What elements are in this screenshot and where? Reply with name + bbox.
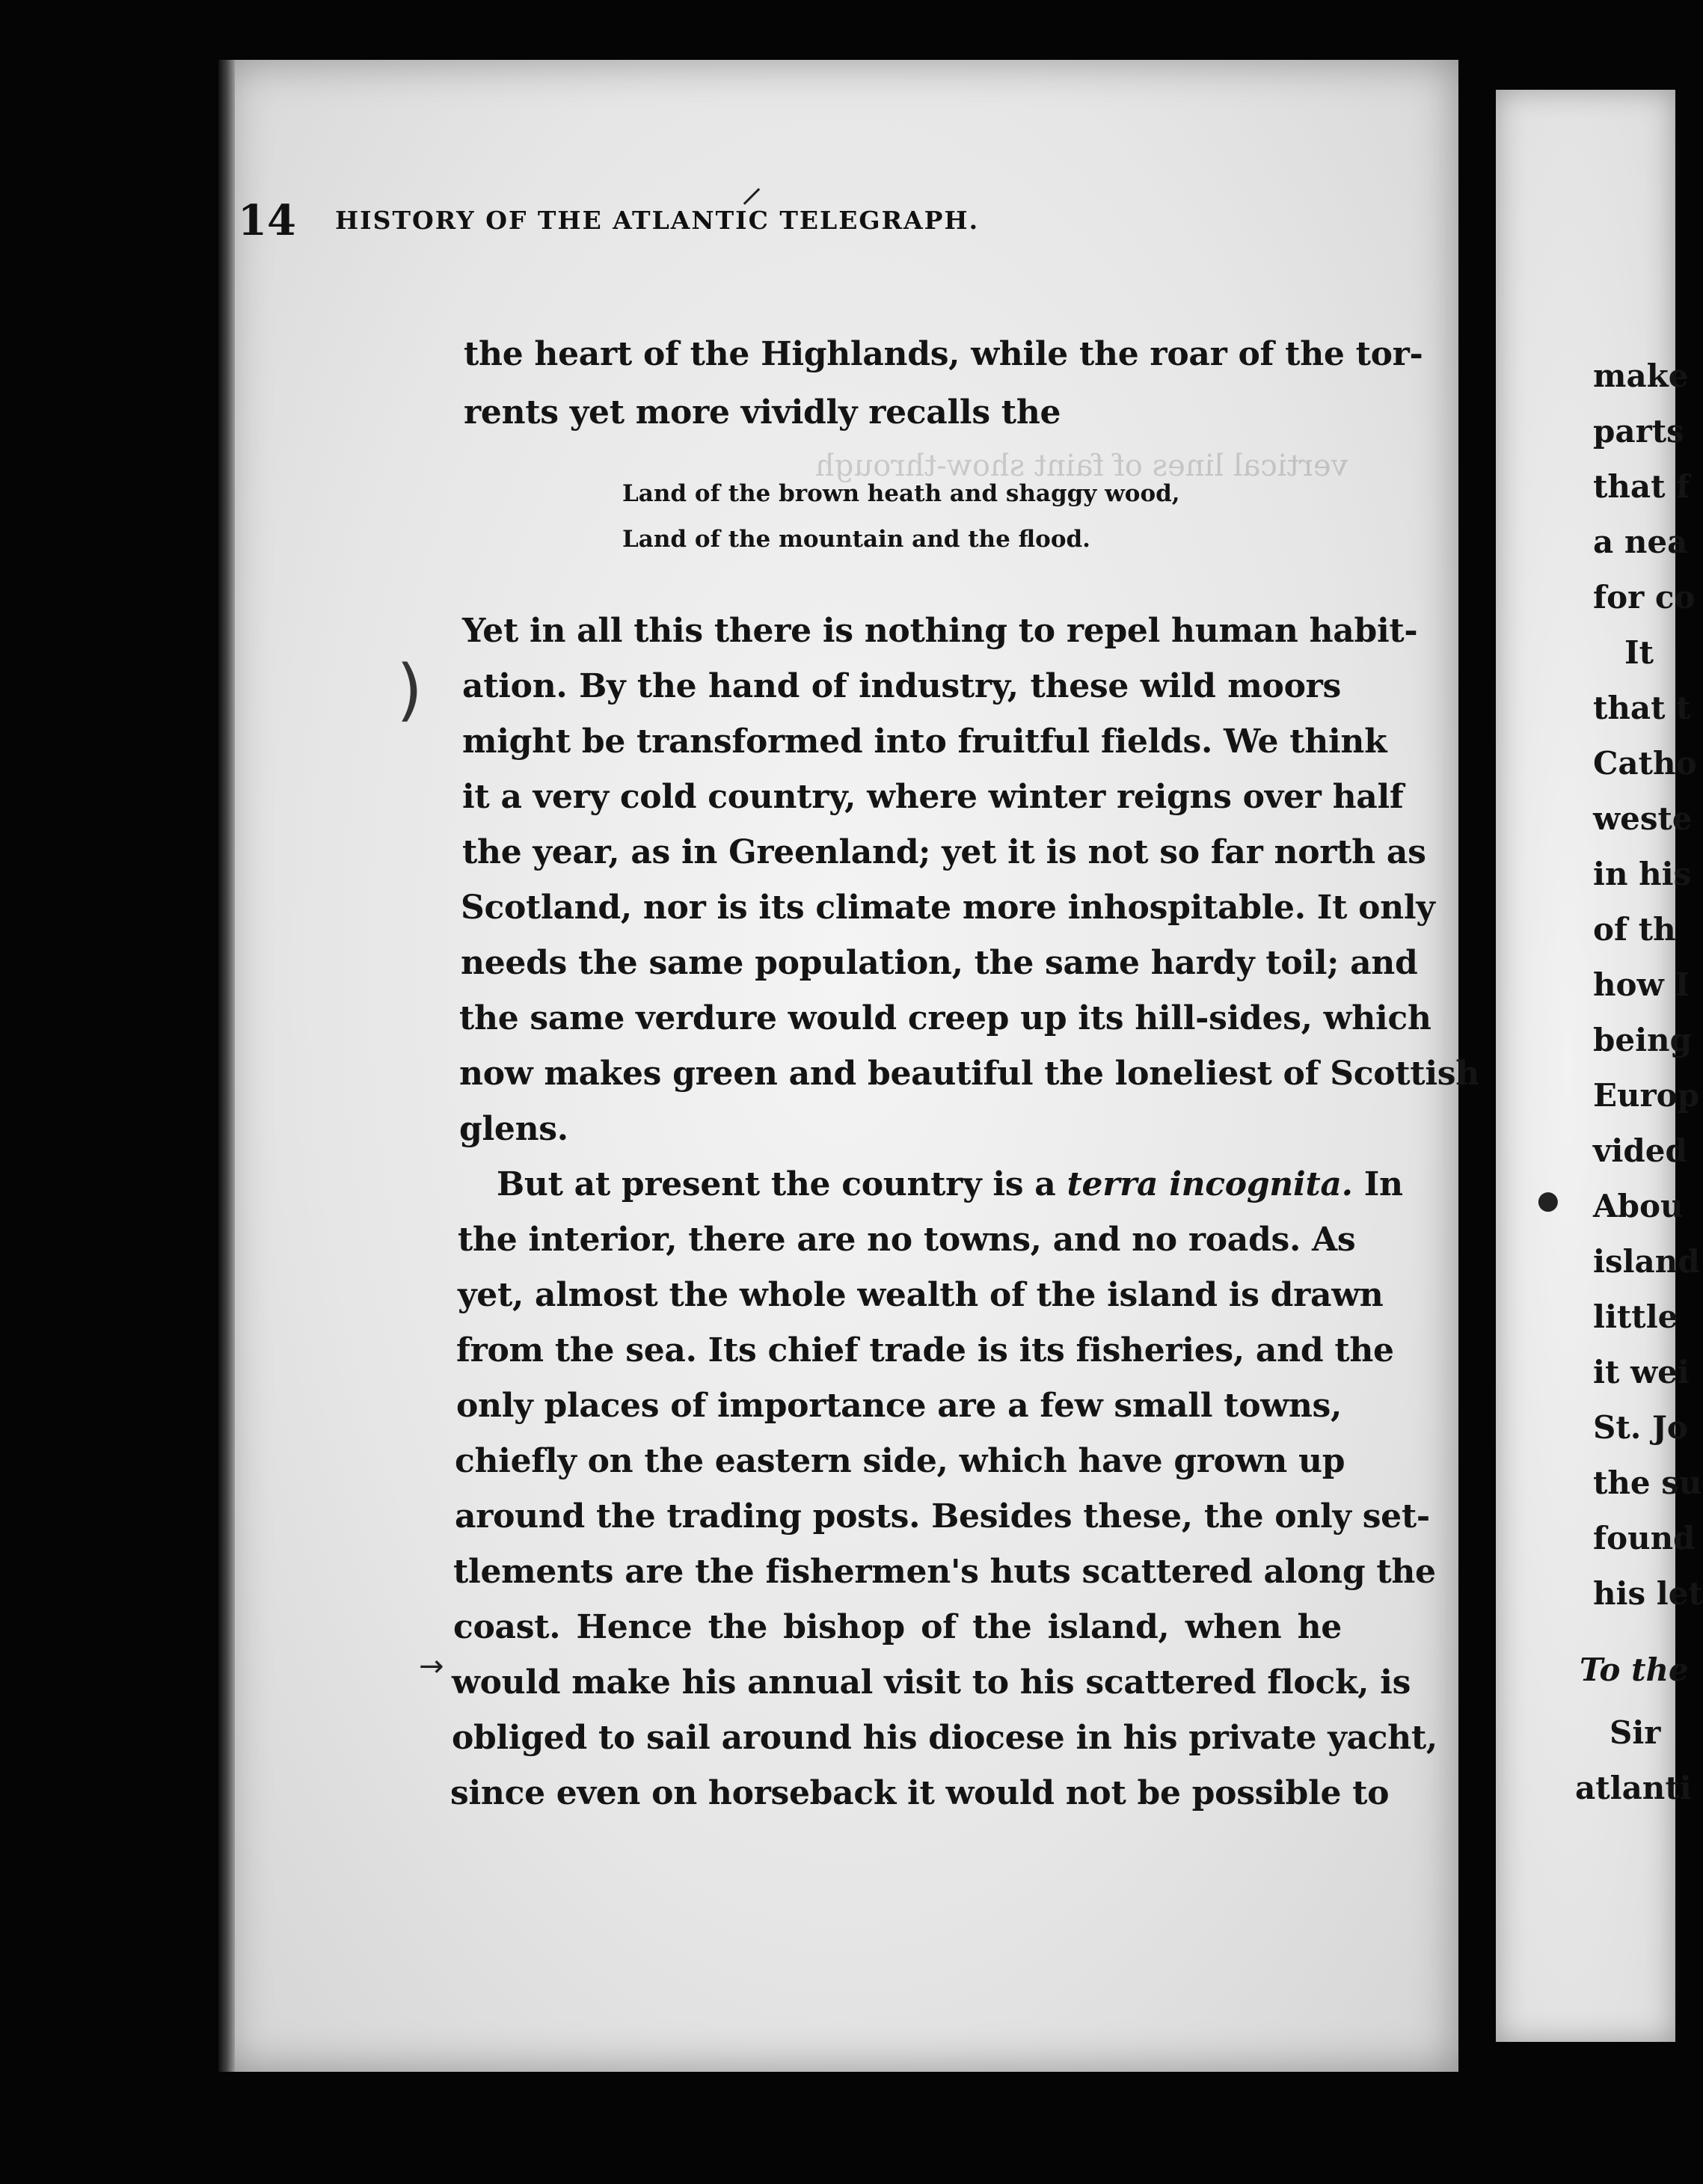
facing-line: atlanti xyxy=(1575,1770,1692,1806)
quote-line: Land of the brown heath and shaggy wood, xyxy=(622,480,1180,507)
text-line: the same verdure would creep up its hill-sides, which xyxy=(459,999,1432,1037)
facing-line: that f xyxy=(1593,468,1690,505)
text-line: coast. Hence the bishop of the island, when he xyxy=(453,1608,1342,1646)
text-line: Yet in all this there is nothing to repel human habit- xyxy=(462,612,1418,650)
text-line: chiefly on the eastern side, which have grown up xyxy=(455,1442,1345,1480)
page-number: 14 xyxy=(238,196,296,245)
text-line: the interior, there are no towns, and no roads. As xyxy=(458,1221,1356,1259)
text-line: around the trading posts. Besides these, the only set- xyxy=(455,1497,1430,1536)
text-line: needs the same population, the same hardy toil; and xyxy=(461,944,1418,982)
text-line: yet, almost the whole wealth of the island is drawn xyxy=(458,1276,1384,1314)
facing-line: parts xyxy=(1593,413,1684,450)
text-line: it a very cold country, where winter reigns over half xyxy=(462,778,1404,816)
facing-line: how I xyxy=(1593,966,1690,1003)
facing-line: being xyxy=(1593,1022,1692,1058)
facing-line: vided xyxy=(1593,1132,1687,1169)
margin-bracket-mark: ) xyxy=(396,651,423,729)
facing-line: Europ xyxy=(1593,1077,1700,1114)
facing-line: St. Jo xyxy=(1593,1409,1688,1446)
facing-line: Abou xyxy=(1593,1188,1684,1224)
text-segment: In xyxy=(1352,1165,1403,1203)
facing-line: the su xyxy=(1593,1464,1702,1501)
text-line: the year, as in Greenland; yet it is not so far north as xyxy=(462,833,1426,871)
text-line: would make his annual visit to his scattered flock, is xyxy=(452,1663,1411,1702)
facing-line: found xyxy=(1593,1520,1696,1556)
facing-line: it wei xyxy=(1593,1354,1690,1390)
text-line: ation. By the hand of industry, these wild moors xyxy=(462,667,1341,705)
text-segment: But at present the country is a xyxy=(497,1165,1067,1203)
italic-phrase: terra incognita. xyxy=(1067,1165,1353,1203)
margin-dot-mark: ● xyxy=(1537,1185,1559,1215)
facing-line: a nea xyxy=(1593,524,1688,560)
text-line: rents yet more vividly recalls the xyxy=(464,393,1061,432)
text-line: from the sea. Its chief trade is its fisheries, and the xyxy=(456,1331,1394,1369)
text-line: obliged to sail around his diocese in his private yacht, xyxy=(452,1719,1437,1757)
text-line: tlements are the fishermen's huts scattered along the xyxy=(453,1553,1436,1591)
text-line: the heart of the Highlands, while the roar of the tor- xyxy=(464,335,1423,373)
facing-line: weste xyxy=(1593,800,1693,837)
quote-line: Land of the mountain and the flood. xyxy=(622,526,1090,553)
text-line: since even on horseback it would not be possible to xyxy=(450,1774,1390,1812)
margin-arrow-mark: → xyxy=(419,1649,444,1684)
facing-line: Catho xyxy=(1593,745,1697,782)
text-line: only places of importance are a few small towns, xyxy=(456,1387,1342,1425)
facing-line: To the xyxy=(1580,1651,1689,1688)
facing-line: It xyxy=(1624,634,1654,671)
facing-line: make xyxy=(1593,358,1689,394)
pencil-mark: ⸝ xyxy=(740,160,763,212)
facing-line: of th xyxy=(1593,911,1676,948)
text-line: now makes green and beautiful the loneliest of Scottish xyxy=(459,1055,1479,1093)
text-line: might be transformed into fruitful fields. We think xyxy=(462,723,1387,761)
facing-line: in his xyxy=(1593,856,1692,892)
facing-line: his let xyxy=(1593,1575,1703,1612)
facing-line: for co xyxy=(1593,579,1696,616)
text-line: glens. xyxy=(459,1110,568,1148)
show-through-text: vertical lines of faint show-through xyxy=(815,449,1348,483)
facing-line: that t xyxy=(1593,690,1691,726)
facing-line: island xyxy=(1593,1243,1700,1280)
facing-line: little xyxy=(1593,1298,1678,1335)
running-title: HISTORY OF THE ATLANTIC TELEGRAPH. xyxy=(335,206,980,235)
text-line xyxy=(497,1165,1403,1203)
facing-line: Sir xyxy=(1610,1714,1661,1751)
text-line: Scotland, nor is its climate more inhospitable. It only xyxy=(461,889,1435,927)
